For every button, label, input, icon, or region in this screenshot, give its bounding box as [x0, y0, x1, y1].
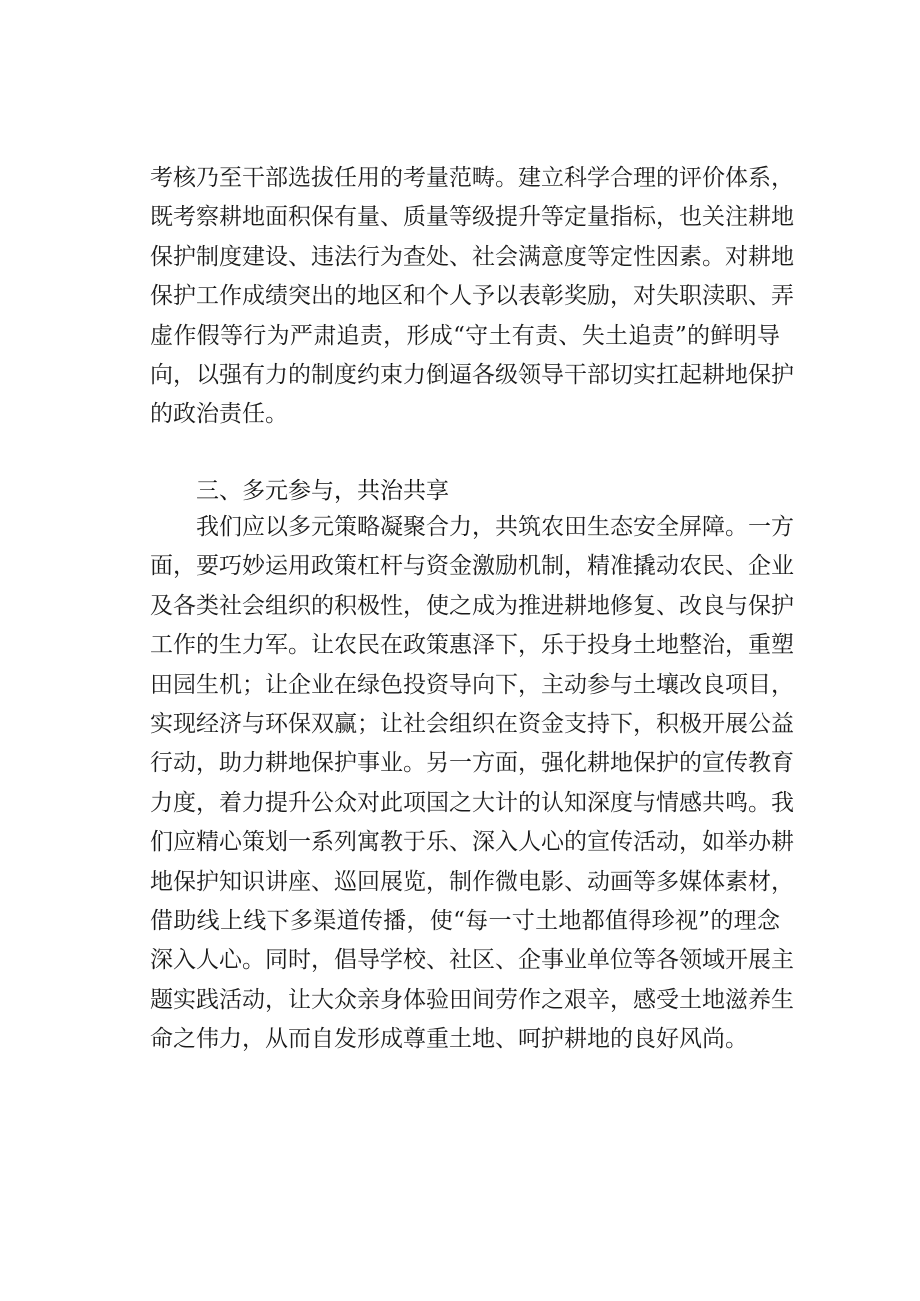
text-line: 借助线上线下多渠道传播，使“每一寸土地都值得珍视”的理念: [150, 907, 780, 934]
text-line: 深入人心。同时，倡导学校、社区、企事业单位等各领域开展主: [150, 947, 794, 974]
text-line: 虚作假等行为严肃追责，形成“守土有责、失土追责”的鲜明导: [150, 322, 780, 349]
text-line: 向，以强有力的制度约束力倒逼各级领导干部切实扛起耕地保护: [150, 361, 794, 388]
text-line: 题实践活动，让大众亲身体验田间劳作之艰辛，感受土地滋养生: [150, 986, 794, 1013]
text-line: 实现经济与环保双赢；让社会组织在资金支持下，积极开展公益: [150, 710, 794, 737]
text-line: 命之伟力，从而自发形成尊重土地、呵护耕地的良好风尚。: [150, 1026, 748, 1053]
text-line: 保护制度建设、违法行为查处、社会满意度等定性因素。对耕地: [150, 243, 794, 270]
text-line: 地保护知识讲座、巡回展览，制作微电影、动画等多媒体素材，: [150, 868, 794, 895]
paragraph-evaluation-system: [150, 165, 794, 441]
text-line: 工作的生力军。让农民在政策惠泽下，乐于投身土地整治，重塑: [150, 632, 794, 659]
text-line: 考核乃至干部选拔任用的考量范畴。建立科学合理的评价体系，: [150, 165, 794, 191]
text-line: 及各类社会组织的积极性，使之成为推进耕地修复、改良与保护: [150, 592, 794, 619]
text-line: 们应精心策划一系列寓教于乐、深入人心的宣传活动，如举办耕: [150, 829, 794, 856]
text-line: 保护工作成绩突出的地区和个人予以表彰奖励，对失职渎职、弄: [150, 283, 794, 310]
text-line: 田园生机；让企业在绿色投资导向下，主动参与土壤改良项目，: [150, 671, 794, 698]
text-line: 面，要巧妙运用政策杠杆与资金激励机制，精准撬动农民、企业: [150, 553, 794, 580]
text-line: 的政治责任。: [150, 401, 288, 428]
text-line: 既考察耕地面积保有量、质量等级提升等定量指标，也关注耕地: [150, 204, 794, 231]
text-line: 行动，助力耕地保护事业。另一方面，强化耕地保护的宣传教育: [150, 750, 794, 777]
paragraph-multi-participation: [150, 514, 794, 1065]
text-line: 我们应以多元策略凝聚合力，共筑农田生态安全屏障。一方: [196, 514, 794, 540]
text-line: 力度，着力提升公众对此项国之大计的认知深度与情感共鸣。我: [150, 789, 794, 816]
section-heading: 三、多元参与，共治共享: [196, 478, 449, 504]
